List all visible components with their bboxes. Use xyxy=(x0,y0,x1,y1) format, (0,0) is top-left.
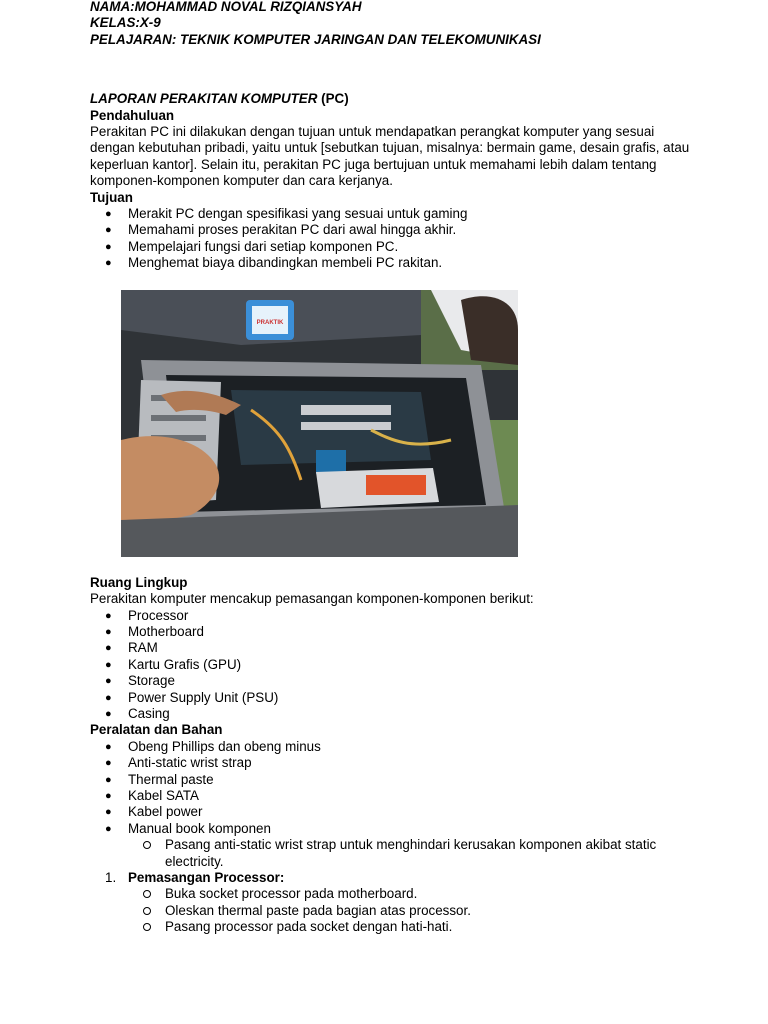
bullet-icon: ● xyxy=(105,757,112,770)
list-item: ● Casing xyxy=(105,705,170,721)
peralatan-list xyxy=(90,739,690,837)
document-page xyxy=(90,0,690,936)
bullet-icon: ● xyxy=(105,707,112,720)
bullet-icon: ● xyxy=(105,675,112,688)
list-item: ● Kartu Grafis (GPU) xyxy=(105,656,242,672)
list-item: ● Kabel power xyxy=(105,804,203,820)
bullet-icon: ● xyxy=(105,740,112,753)
list-item: Pasang processor pada socket dengan hati-hati. xyxy=(90,919,690,935)
bullet-icon: ● xyxy=(105,806,112,819)
bullet-icon: ● xyxy=(105,642,112,655)
list-item: ● Merakit PC dengan spesifikasi yang sesuai untuk gaming xyxy=(105,206,468,222)
list-item: ● Manual book komponen xyxy=(105,820,271,836)
list-item: ● Mempelajari fungsi dari setiap komponen PC. xyxy=(105,238,399,254)
bullet-icon: ● xyxy=(105,773,112,786)
ruang-lingkup-text: Perakitan komputer mencakup pemasangan komponen-komponen berikut: xyxy=(90,591,534,607)
step-title: Pemasangan Processor: xyxy=(128,870,285,885)
peralatan-heading: Peralatan dan Bahan xyxy=(90,722,223,738)
circle-bullet-icon xyxy=(143,890,151,898)
list-item: ● Storage xyxy=(105,673,175,689)
badge-text: PRAKTIK xyxy=(256,319,284,326)
list-item: ● RAM xyxy=(105,640,158,656)
report-title-main: LAPORAN PERAKITAN KOMPUTER xyxy=(90,91,318,107)
step-item xyxy=(90,870,690,886)
pendahuluan-heading: Pendahuluan xyxy=(90,107,175,123)
step-number: 1. xyxy=(105,870,117,885)
list-item: ● Power Supply Unit (PSU) xyxy=(105,689,279,705)
ruang-lingkup-heading: Ruang Lingkup xyxy=(90,574,188,590)
header-spacer xyxy=(90,48,690,91)
tujuan-list xyxy=(90,206,690,272)
circle-bullet-icon xyxy=(143,907,151,915)
bullet-icon: ● xyxy=(105,240,112,253)
bullet-icon: ● xyxy=(105,224,112,237)
subject: PELAJARAN: TEKNIK KOMPUTER JARINGAN DAN TELEKOMUNIKASI xyxy=(90,31,541,47)
bullet-icon: ● xyxy=(105,658,112,671)
list-item: ● Kabel SATA xyxy=(105,787,199,803)
ruang-lingkup-list xyxy=(90,608,690,723)
bullet-icon: ● xyxy=(105,625,112,638)
list-item: Oleskan thermal paste pada bagian atas processor. xyxy=(90,903,690,919)
bullet-icon: ● xyxy=(105,822,112,835)
steps-list xyxy=(90,870,690,886)
list-item: ● Memahami proses perakitan PC dari awal hingga akhir. xyxy=(105,222,457,238)
list-item: ● Motherboard xyxy=(105,623,204,639)
bullet-icon: ● xyxy=(105,691,112,704)
bullet-icon: ● xyxy=(105,208,112,221)
student-name: NAMA:MOHAMMAD NOVAL RIZQIANSYAH xyxy=(90,0,362,14)
list-item: Buka socket processor pada motherboard. xyxy=(90,886,690,902)
list-item: ● Obeng Phillips dan obeng minus xyxy=(105,738,321,754)
circle-bullet-icon xyxy=(143,841,151,849)
report-title xyxy=(90,91,690,107)
bullet-icon: ● xyxy=(105,789,112,802)
bullet-icon: ● xyxy=(105,257,112,270)
student-class: KELAS:X-9 xyxy=(90,15,161,31)
pendahuluan-text: Perakitan PC ini dilakukan dengan tujuan untuk mendapatkan perangkat komputer yang sesuai dengan kebutuhan pribadi, yaitu untuk [sebutkan tujuan, misalnya: bermain game, desain grafis, atau keperluan kantor]. Selain itu, perakitan PC juga bertujuan untuk memahami lebih dalam tentang komponen-komponen komputer dan cara kerjanya. xyxy=(90,124,690,189)
list-item: ● Processor xyxy=(105,607,189,623)
tujuan-heading: Tujuan xyxy=(90,189,133,205)
list-item: Pasang anti-static wrist strap untuk menghindari kerusakan komponen akibat static electricity. xyxy=(90,837,690,870)
list-item: ● Thermal paste xyxy=(105,771,214,787)
circle-bullet-icon xyxy=(143,923,151,931)
step-1-sub-list xyxy=(90,886,690,935)
peralatan-sub-list xyxy=(90,837,690,870)
pc-assembly-photo xyxy=(121,290,518,557)
bullet-icon: ● xyxy=(105,609,112,622)
list-item: ● Menghemat biaya dibandingkan membeli PC rakitan. xyxy=(105,255,443,271)
list-item: ● Anti-static wrist strap xyxy=(105,755,252,771)
report-title-suffix: (PC) xyxy=(317,91,349,107)
